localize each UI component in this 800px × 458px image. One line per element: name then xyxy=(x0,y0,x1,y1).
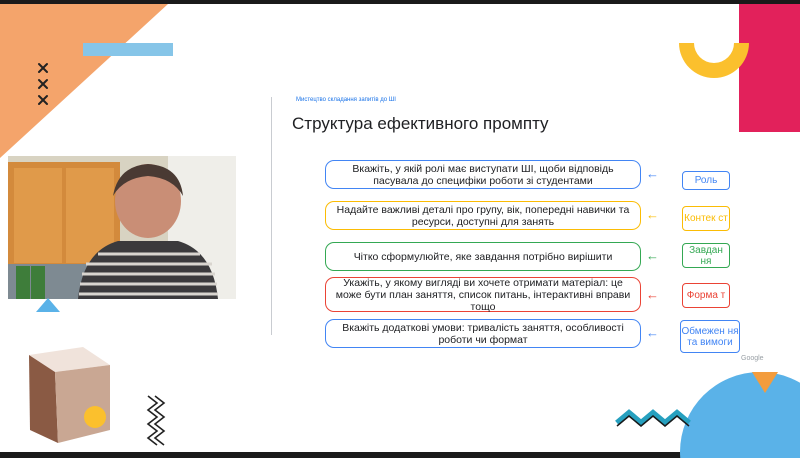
webcam-video xyxy=(8,156,236,299)
google-logo: Google xyxy=(741,355,764,362)
yellow-dot-shape xyxy=(84,406,106,428)
tag-role: Роль xyxy=(682,171,730,190)
slide-breadcrumb: Мистецтво складання запитів до ШІ xyxy=(296,97,396,103)
blue-bar-shape xyxy=(83,43,173,56)
webcam-video-frame xyxy=(8,156,236,299)
slide-title: Структура ефективного промпту xyxy=(292,114,549,133)
blue-circle-shape xyxy=(680,372,800,458)
arrow-left-icon: ← xyxy=(646,325,659,340)
tag-format: Форма т xyxy=(682,283,730,308)
slide-divider xyxy=(271,97,272,335)
cube-icon xyxy=(29,347,110,443)
orange-triangle-shape xyxy=(0,4,168,158)
prompt-item-task: Чітко сформулюйте, яке завдання потрібно вирішити xyxy=(325,242,641,271)
tag-task: Завдан ня xyxy=(682,243,730,268)
prompt-item-context: Надайте важливі деталі про групу, вік, попередні навички та ресурси, доступні для занять xyxy=(325,201,641,230)
arrow-left-icon: ← xyxy=(646,207,659,222)
prompt-item-role: Вкажіть, у якій ролі має виступати ШІ, щоби відповідь пасувала до специфіки роботи зі студентами xyxy=(325,160,641,189)
prompt-item-constraints: Вкажіть додаткові умови: тривалість заняття, особливості роботи чи формат xyxy=(325,319,641,348)
arrow-left-icon: ← xyxy=(646,166,659,181)
arrow-left-icon: ← xyxy=(646,287,659,302)
pink-rect-shape xyxy=(739,4,800,132)
semicircle-icon xyxy=(679,43,749,78)
wave-icon xyxy=(617,413,689,423)
arrow-left-icon: ← xyxy=(646,248,659,263)
prompt-item-format: Укажіть, у якому вигляді ви хочете отримати матеріал: це може бути план заняття, список питань, інтерактивні вправи тощо xyxy=(325,277,641,312)
tag-context: Контек ст xyxy=(682,206,730,231)
webcam-corner-shape xyxy=(36,298,60,312)
tag-constraints: Обмежен ня та вимоги xyxy=(680,320,740,353)
